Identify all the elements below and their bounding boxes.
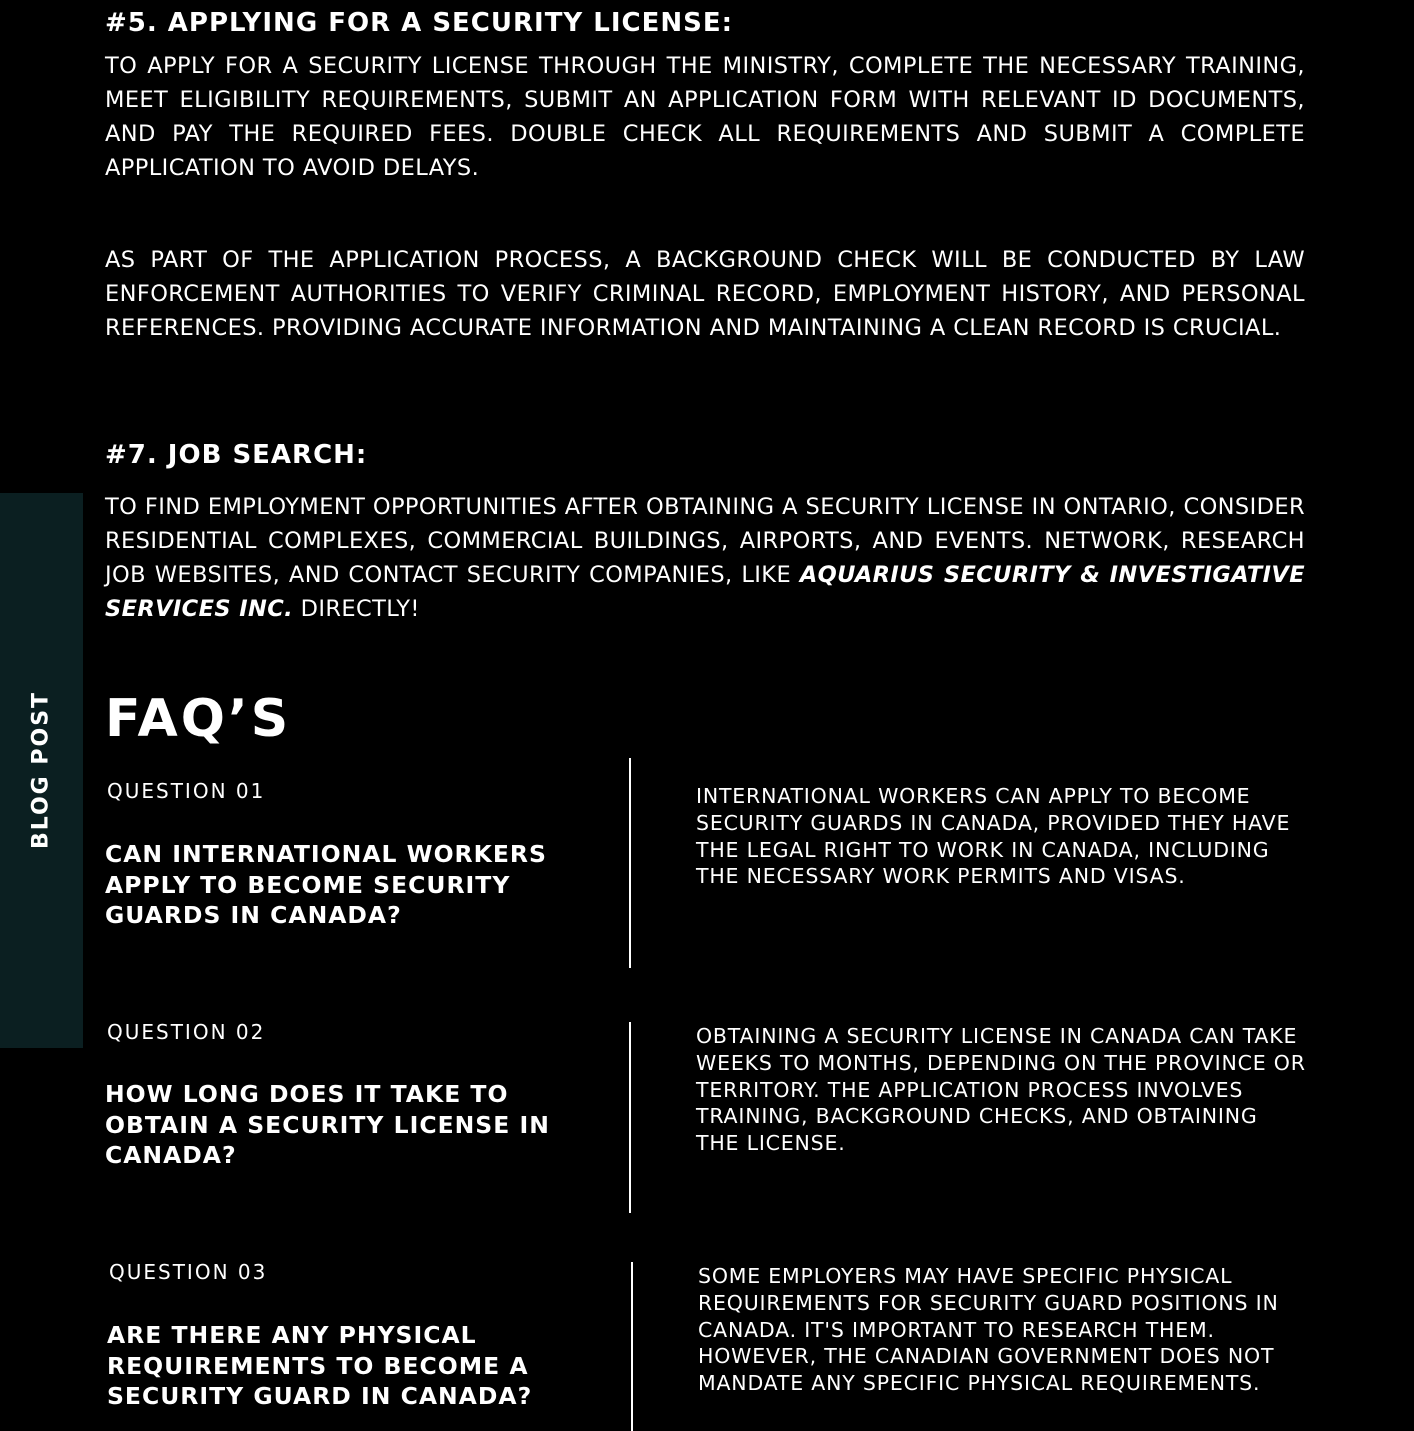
answer-text: SOME EMPLOYERS MAY HAVE SPECIFIC PHYSICAL REQUIREMENTS FOR SECURITY GUARD POSITIONS IN CANADA. IT'S IMPORTANT TO RESEARCH THEM. HOWEVER, THE CANADIAN GOVERNMENT DOES NOT MANDATE ANY SPECIFIC PHYSICAL REQUIREMENTS. [698, 1264, 1279, 1396]
section-heading-job-search: #7. JOB SEARCH: [105, 440, 368, 470]
faq-title: FAQ’S [105, 689, 292, 749]
paragraph-background-check: AS PART OF THE APPLICATION PROCESS, A BACKGROUND CHECK WILL BE CONDUCTED BY LAW ENFORCEMENT AUTHORITIES TO VERIFY CRIMINAL RECORD, EMPLOYMENT HISTORY, AND PERSONAL REFERENCES. PROVIDING ACCURATE INFORMATION AND MAINTAINING A CLEAN RECORD IS CRUCIAL. [105, 247, 1305, 341]
paragraph-job-search-end: DIRECTLY! [293, 596, 420, 622]
question-text: CAN INTERNATIONAL WORKERS APPLY TO BECOME SECURITY GUARDS IN CANADA? [105, 840, 547, 929]
section-heading-applying: #5. APPLYING FOR A SECURITY LICENSE: [105, 8, 734, 38]
paragraph-job-search-text: TO FIND EMPLOYMENT OPPORTUNITIES AFTER OBTAINING A SECURITY LICENSE IN ONTARIO, CONSIDER RESIDENTIAL COMPLEXES, COMMERCIAL BUILDINGS, AIRPORTS, AND EVENTS. NETWORK, RESEARCH JOB WEBSITES, AND CONTACT SECURITY COMPANIES, LIKE [105, 494, 1305, 588]
question-number: QUESTION 03 [109, 1260, 268, 1284]
company-name: AQUARIUS SECURITY & INVESTIGATIVE SERVICES INC. [105, 562, 1305, 622]
faq-divider [631, 1262, 633, 1431]
answer-text: INTERNATIONAL WORKERS CAN APPLY TO BECOME SECURITY GUARDS IN CANADA, PROVIDED THEY HAVE THE LEGAL RIGHT TO WORK IN CANADA, INCLUDING THE NECESSARY WORK PERMITS AND VISAS. [696, 784, 1291, 889]
sidebar-label: BLOG POST [28, 690, 54, 850]
paragraph-applying: TO APPLY FOR A SECURITY LICENSE THROUGH THE MINISTRY, COMPLETE THE NECESSARY TRAINING, MEET ELIGIBILITY REQUIREMENTS, SUBMIT AN APPLICATION FORM WITH RELEVANT ID DOCUMENTS, AND PAY THE REQUIRED FEES. DOUBLE CHECK ALL REQUIREMENTS AND SUBMIT A COMPLETE APPLICATION TO AVOID DELAYS. [105, 53, 1305, 181]
question-text: HOW LONG DOES IT TAKE TO OBTAIN A SECURITY LICENSE IN CANADA? [105, 1080, 550, 1169]
question-number: QUESTION 02 [107, 1020, 266, 1044]
answer-text: OBTAINING A SECURITY LICENSE IN CANADA CAN TAKE WEEKS TO MONTHS, DEPENDING ON THE PROVINCE OR TERRITORY. THE APPLICATION PROCESS INVOLVES TRAINING, BACKGROUND CHECKS, AND OBTAINING THE LICENSE. [696, 1024, 1306, 1156]
paragraph-job-search [105, 490, 1305, 626]
faq-divider [629, 758, 631, 968]
question-number: QUESTION 01 [107, 779, 266, 803]
faq-divider [629, 1022, 631, 1213]
question-text: ARE THERE ANY PHYSICAL REQUIREMENTS TO BECOME A SECURITY GUARD IN CANADA? [107, 1321, 533, 1410]
